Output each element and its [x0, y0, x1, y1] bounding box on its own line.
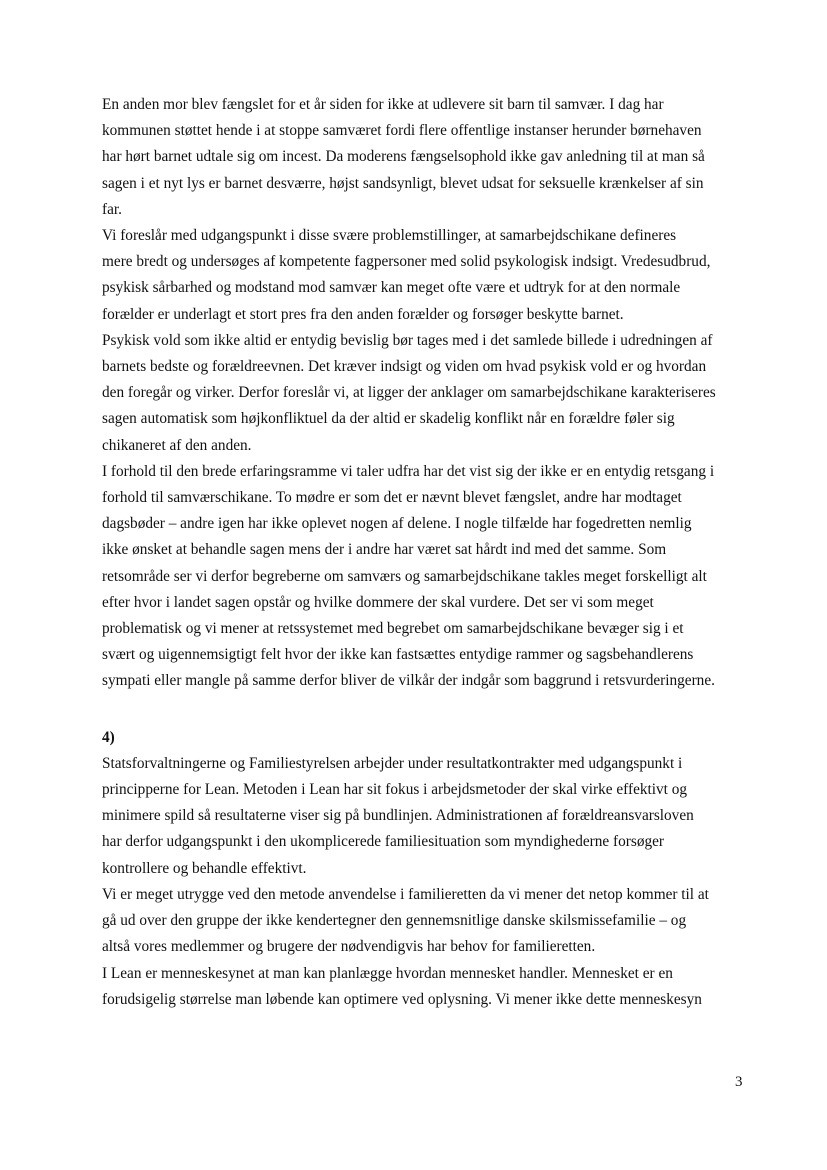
text-line: forælder er underlagt et stort pres fra den anden forælder og forsøger beskytte barnet. — [102, 305, 624, 323]
text-line: forudsigelig størrelse man løbende kan optimere ved oplysning. Vi mener ikke dette menneskesyn — [102, 990, 702, 1008]
text-line: Statsforvaltningerne og Familiestyrelsen arbejder under resultatkontrakter med udgangspunkt i — [102, 754, 683, 772]
text-line: kommunen støttet hende i at stoppe samværet fordi flere offentlige instanser herunder børnehaven — [102, 122, 702, 140]
text-line: chikaneret af den anden. — [102, 436, 252, 454]
text-line: den foregår og virker. Derfor foreslår vi, at ligger der anklager om samarbejdschikane karakteriseres — [102, 384, 716, 402]
text-line: I Lean er menneskesynet at man kan planlægge hvordan mennesket handler. Mennesket er en — [102, 964, 673, 982]
text-line: sagen automatisk som højkonfliktuel da der altid er skadelig konflikt når en forældre føler sig — [102, 410, 675, 428]
page-content — [102, 92, 752, 1013]
text-line: En anden mor blev fængslet for et år siden for ikke at udlevere sit barn til samvær. I dag har — [102, 96, 664, 113]
text-line: forhold til samværschikane. To mødre er som det er nævnt blevet fængslet, andre har modtaget — [102, 489, 682, 507]
text-line: Psykisk vold som ikke altid er entydig bevislig bør tages med i det samlede billede i udredningen af — [102, 331, 713, 349]
text-line: sympati eller mangle på samme derfor bliver de vilkår der indgår som baggrund i retsvurderingerne. — [102, 672, 715, 690]
text-line: sagen i et nyt lys er barnet desværre, højst sandsynligt, blevet udsat for seksuelle krænkelser af sin — [102, 174, 704, 192]
text-line: retsområde ser vi derfor begreberne om samværs og samarbejdschikane takles meget forskelligt alt — [102, 567, 707, 585]
text-line: kontrollere og behandle effektivt. — [102, 859, 307, 877]
text-line: dagsbøder – andre igen har ikke oplevet nogen af delene. I nogle tilfælde har fogedretten nemlig — [102, 515, 692, 533]
text-line: ikke ønsket at behandle sagen mens der i andre har været sat hårdt ind med det samme. Som — [102, 541, 667, 559]
text-line: gå ud over den gruppe der ikke kendertegner den gennemsnitlige danske skilsmissefamilie – og — [102, 912, 687, 930]
text-line: Vi er meget utrygge ved den metode anvendelse i familieretten da vi mener det netop kommer til at — [102, 885, 709, 903]
text-line: minimere spild så resultaterne viser sig på bundlinjen. Administrationen af forældreansvarsloven — [102, 807, 694, 825]
text-line: problematisk og vi mener at retssystemet med begrebet om samarbejdschikane bevæger sig i et — [102, 620, 684, 638]
page-number: 3 — [735, 1074, 743, 1090]
text-line: mere bredt og undersøges af kompetente fagpersoner med solid psykologisk indsigt. Vredesudbrud, — [102, 253, 711, 271]
section-body-2 — [102, 751, 752, 1013]
text-line: Vi foreslår med udgangspunkt i disse svære problemstillinger, at samarbejdschikane defineres — [102, 227, 677, 245]
text-line: har derfor udgangspunkt i den ukomplicerede familiesituation som myndighederne forsøger — [102, 833, 665, 851]
text-line: principperne for Lean. Metoden i Lean har sit fokus i arbejdsmetoder der skal virke effektivt og — [102, 781, 688, 799]
text-line: far. — [102, 200, 122, 218]
section-body-1 — [102, 92, 752, 695]
text-line: I forhold til den brede erfaringsramme vi taler udfra har det vist sig der ikke er en entydig retsgang i — [102, 462, 715, 480]
text-line: har hørt barnet udtale sig om incest. Da moderens fængselsophold ikke gav anledning til at man så — [102, 148, 705, 166]
text-line: altså vores medlemmer og brugere der nødvendigvis har behov for familieretten. — [102, 938, 596, 956]
text-line: efter hvor i landet sagen opstår og hvilke dommere der skal vurdere. Det ser vi som meget — [102, 593, 654, 611]
text-line: psykisk sårbarhed og modstand mod samvær kan meget ofte være et udtryk for at den normale — [102, 279, 681, 297]
text-line: barnets bedste og forældreevnen. Det kræver indsigt og viden om hvad psykisk vold er og hvordan — [102, 358, 707, 376]
section-heading: 4) — [102, 728, 115, 746]
text-line: svært og uigennemsigtigt felt hvor der ikke kan fastsættes entydige rammer og sagsbehandlerens — [102, 646, 694, 664]
